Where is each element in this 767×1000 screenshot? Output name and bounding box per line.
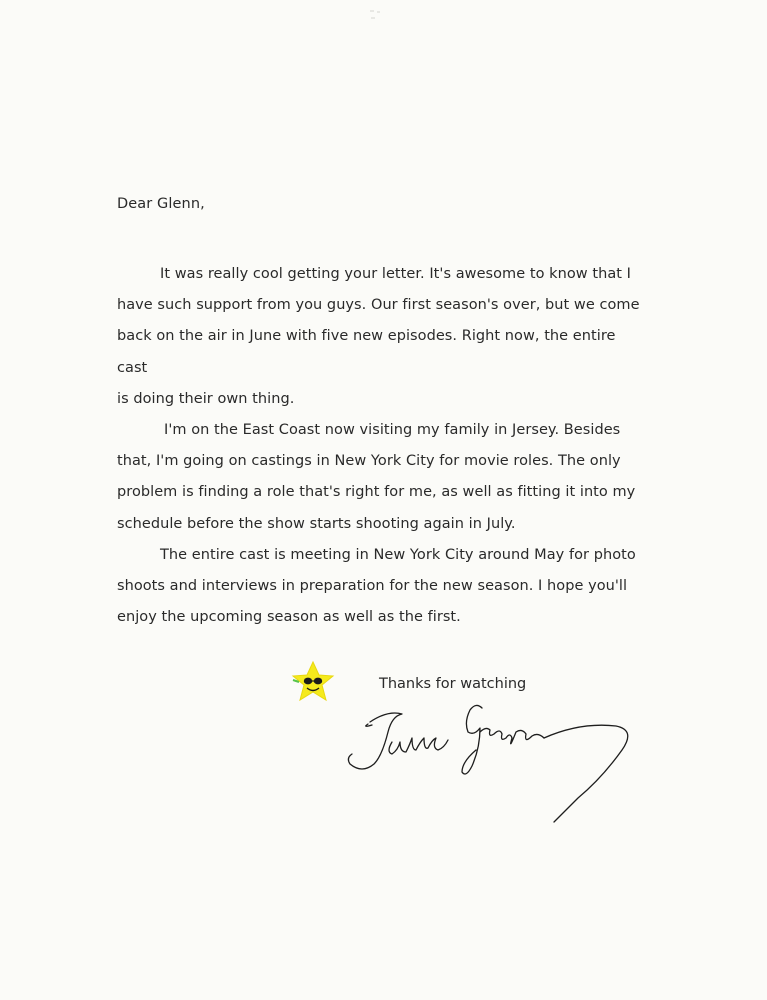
closing-line: Thanks for watching xyxy=(379,676,527,692)
letter-body xyxy=(117,259,647,633)
paragraph-1 xyxy=(117,259,647,415)
paragraph-2-line-1: I'm on the East Coast now visiting my family in Jersey. Besides xyxy=(164,422,621,439)
paragraph-1-line-1: It was really cool getting your letter. It's awesome to know that I xyxy=(160,266,631,282)
salutation: Dear Glenn, xyxy=(117,196,205,212)
scan-mark xyxy=(368,8,382,22)
paragraph-3 xyxy=(117,540,647,634)
signature xyxy=(340,692,640,827)
paragraph-2-line-2: that, I'm going on castings in New York City for movie roles. The only xyxy=(117,453,621,470)
paragraph-1-line-4: is doing their own thing. xyxy=(117,390,295,407)
paragraph-1-line-2: have such support from you guys. Our first season's over, but we come xyxy=(117,297,640,314)
paragraph-1-line-3: back on the air in June with five new episodes. Right now, the entire cast xyxy=(117,328,616,376)
paragraph-3-line-2: shoots and interviews in preparation for the new season. I hope you'll xyxy=(117,578,628,595)
paragraph-2 xyxy=(117,415,647,540)
paragraph-2-line-3: problem is finding a role that's right for me, as well as fitting it into my xyxy=(117,484,636,501)
paragraph-3-line-1: The entire cast is meeting in New York City around May for photo xyxy=(160,546,636,563)
paragraph-3-line-3: enjoy the upcoming season as well as the first. xyxy=(117,609,461,626)
paragraph-2-line-4: schedule before the show starts shooting again in July. xyxy=(117,515,516,532)
smiling-star-icon xyxy=(288,660,336,704)
